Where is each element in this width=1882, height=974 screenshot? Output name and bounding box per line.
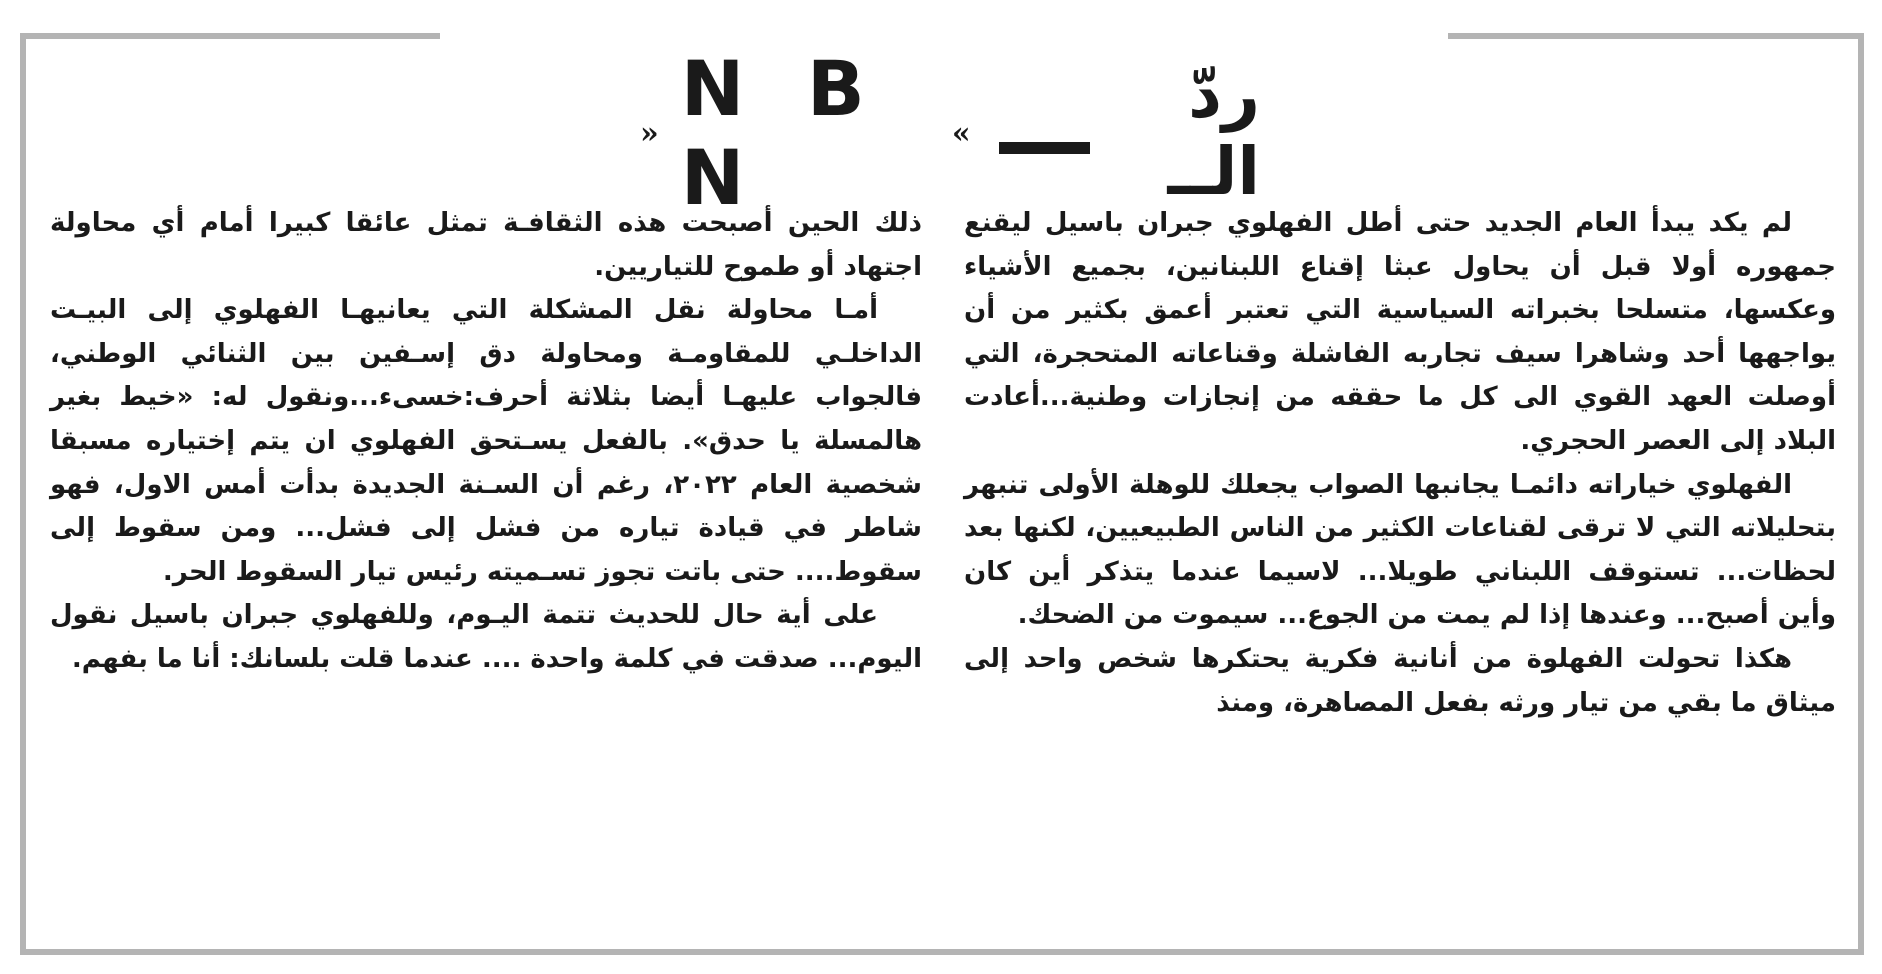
paragraph: أمـا محاولة نقل المشكلة التي يعانيهـا الفهلوي إلى البيـت الداخلـي للمقاومـة ومحاولة دق إسـفين بين الثنائي الوطني، فالجواب عليهـا أيضا بثلاثة أحرف:خسىء...ونقول له: «خيط بغير هالمسلة يا حدق». بالفعل يسـتحق الفهلوي ان يتم إختياره مسبقا شخصية العام ٢٠٢٢، رغم أن السـنة الجديدة بدأت أمس الاول، فهو شاطر في قيادة تياره من فشل إلى فشل... ومن سقوط إلى سقوط.... حتى باتت تجوز تسـميته رئيس تيار السقوط الحر.: [50, 295, 922, 587]
frame-border-bottom: [20, 949, 1864, 955]
right-quote-mark: «: [951, 115, 971, 151]
paragraph: لم يكد يبدأ العام الجديد حتى أطل الفهلوي جبران باسيل ليقنع جمهوره أولا قبل أن يحاول عبثا إقناع اللبنانين، بجميع الأشياء وعكسها، متسلحا بخبراته السياسية التي تعتبر أعمق بكثير من أن يواجهها أحد وشاهرا سيف تجاربه الفاشلة وقناعاته المتحجرة، التي أوصلت العهد القوي الى كل ما حققه من إنجازات وطنية...أعادت البلاد إلى العصر الحجري.: [964, 208, 1836, 456]
paragraph: هكذا تحولت الفهلوة من أنانية فكرية يحتكرها شخص واحد إلى ميثاق ما بقي من تيار ورثه بفعل المصاهرة، ومنذ: [964, 643, 1836, 718]
paragraph: الفهلوي خياراته دائمـا يجانبها الصواب يجعلك للوهلة الأولى تنبهر بتحليلاته التي لا ترقى لقناعات الكثير من الناس الطبيعيين، لكنها بعد لحظات... تستوقف اللبناني طويلا... لاسيما عندما يتذكر أين كان وأين أصبح... وعندها إذا لم يمت من الجوع... سيموت من الضحك.: [964, 469, 1836, 631]
paragraph: ذلك الحين أصبحت هذه الثقافـة تمثل عائقا كبيرا أمام أي محاولة اجتهاد أو طموح للتياريين.: [50, 208, 922, 282]
frame-border-right: [1858, 33, 1864, 955]
headline-kashida: [999, 142, 1090, 154]
brand-name: N B N: [680, 44, 883, 222]
frame-border-top-left: [20, 33, 440, 39]
paragraph: على أية حال للحديث تتمة اليـوم، وللفهلوي جبران باسيل نقول اليوم... صدقت في كلمة واحدة .... عندما قلت بلسانك: أنا ما بفهم.: [50, 600, 922, 674]
headline-title: ردّ الــ: [1167, 56, 1261, 210]
frame-border-left: [20, 33, 26, 955]
masthead: [640, 44, 1261, 222]
left-quote-mark: »: [640, 115, 659, 151]
article-column-right: [964, 202, 1836, 725]
frame-border-top-right: [1448, 33, 1864, 39]
article-column-left: [50, 202, 922, 682]
